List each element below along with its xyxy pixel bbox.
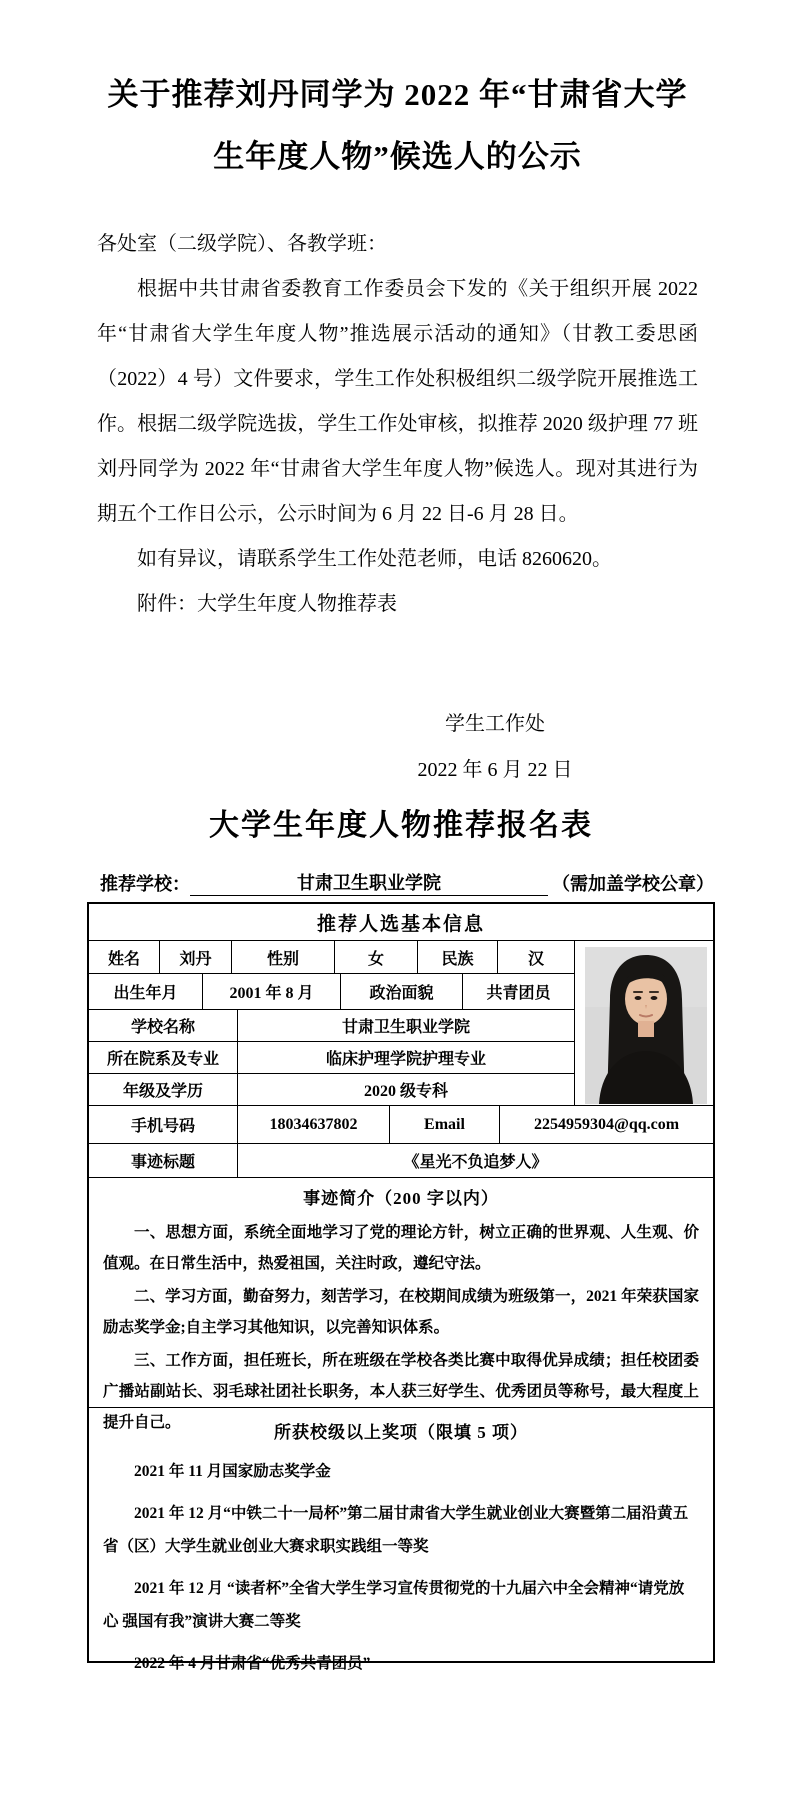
doc-body bbox=[97, 222, 698, 627]
email-value: 2254959304@qq.com bbox=[500, 1106, 713, 1144]
profile-section bbox=[89, 1178, 713, 1431]
birth-value: 2001 年 8 月 bbox=[203, 974, 341, 1010]
gender-label: 性别 bbox=[232, 941, 335, 974]
school-name: 甘肃卫生职业学院 bbox=[190, 871, 548, 896]
awards-header: 所获校级以上奖项（限填 5 项） bbox=[274, 1423, 528, 1442]
school-line bbox=[87, 871, 715, 896]
political-value: 共青团员 bbox=[463, 974, 575, 1010]
name-label: 姓名 bbox=[89, 941, 160, 974]
school-name-label: 学校名称 bbox=[89, 1010, 238, 1042]
announcement-section bbox=[0, 0, 793, 793]
table-row-contact bbox=[89, 1106, 713, 1144]
political-label: 政治面貌 bbox=[341, 974, 463, 1010]
dept-label: 所在院系及专业 bbox=[89, 1042, 238, 1074]
body-paragraph-2: 如有异议，请联系学生工作处范老师，电话 8260620。 bbox=[137, 548, 612, 570]
name-value: 刘丹 bbox=[160, 941, 232, 974]
applicant-photo bbox=[585, 947, 707, 1104]
profile-paragraph: 二、学习方面，勤奋努力，刻苦学习，在校期间成绩为班级第一，2021 年荣获国家励志奖学金;自主学习其他知识，以完善知识体系。 bbox=[103, 1288, 699, 1336]
award-item: 2021 年 12 月 “读者杯”全省大学生学习宣传贯彻党的十九届六中全会精神“请党放心 强国有我”演讲大赛二等奖 bbox=[103, 1580, 685, 1630]
basic-info-header: 推荐人选基本信息 bbox=[89, 904, 713, 941]
phone-label: 手机号码 bbox=[89, 1106, 238, 1144]
ethnicity-value: 汉 bbox=[498, 941, 575, 974]
email-label: Email bbox=[390, 1106, 500, 1144]
profile-paragraph: 一、思想方面，系统全面地学习了党的理论方针，树立正确的世界观、人生观、价值观。在日常生活中，热爱祖国，关注时政，遵纪守法。 bbox=[103, 1224, 699, 1272]
table-header-row bbox=[89, 904, 713, 941]
doc-title-line2: 生年度人物”候选人的公示 bbox=[213, 139, 582, 174]
award-item: 2021 年 11 月国家励志奖学金 bbox=[134, 1463, 331, 1480]
school-label: 推荐学校： bbox=[100, 874, 190, 894]
signature-name: 学生工作处 bbox=[445, 713, 545, 735]
signature-date: 2022 年 6 月 22 日 bbox=[417, 759, 573, 781]
dept-value: 临床护理学院护理专业 bbox=[238, 1042, 575, 1074]
attachment-line: 附件：大学生年度人物推荐表 bbox=[137, 593, 397, 615]
profile-paragraph: 三、工作方面，担任班长，所在班级在学校各类比赛中取得优异成绩；担任校团委广播站副站长、羽毛球社团社长职务，本人获三好学生、优秀团员等称号，最大程度上提升自己。 bbox=[103, 1352, 699, 1431]
awards-section bbox=[89, 1408, 713, 1672]
doc-title bbox=[97, 64, 698, 188]
story-title-value: 《星光不负追梦人》 bbox=[238, 1144, 713, 1178]
form-title: 大学生年度人物推荐报名表 bbox=[209, 809, 593, 842]
body-paragraph-1: 根据中共甘肃省委教育工作委员会下发的《关于组织开展 2022 年“甘肃省大学生年度人物”推选展示活动的通知》（甘教工委思函（2022）4 号）文件要求，学生工作处积极组织二级学院开展推选工作。根据二级学院选拔，学生工作处审核，拟推荐 2020 级护理 77 班刘丹同学为 2022 年“甘肃省大学生年度人物”候选人。现对其进行为期五个工作日公示，公示时间为 6 月 22 日-6 月 28 日。 bbox=[97, 278, 698, 525]
signature-block bbox=[370, 701, 620, 793]
ethnicity-label: 民族 bbox=[418, 941, 498, 974]
award-item: 2022 年 4 月甘肃省“优秀共青团员” bbox=[134, 1655, 371, 1672]
grade-value: 2020 级专科 bbox=[238, 1074, 575, 1106]
recommendation-table bbox=[87, 902, 715, 1672]
seal-note: （需加盖学校公章） bbox=[552, 874, 714, 894]
form-section bbox=[0, 793, 793, 1672]
grade-label: 年级及学历 bbox=[89, 1074, 238, 1106]
gender-value: 女 bbox=[335, 941, 418, 974]
salutation: 各处室（二级学院）、各教学班： bbox=[97, 233, 387, 255]
award-item: 2021 年 12 月“中铁二十一局杯”第二届甘肃省大学生就业创业大赛暨第二届沿黄五省（区）大学生就业创业大赛求职实践组一等奖 bbox=[103, 1505, 689, 1555]
doc-title-line1: 关于推荐刘丹同学为 2022 年“甘肃省大学 bbox=[107, 77, 688, 112]
phone-value: 18034637802 bbox=[238, 1106, 390, 1144]
school-name-value: 甘肃卫生职业学院 bbox=[238, 1010, 575, 1042]
story-title-label: 事迹标题 bbox=[89, 1144, 238, 1178]
table-row-story bbox=[89, 1144, 713, 1178]
birth-label: 出生年月 bbox=[89, 974, 203, 1010]
profile-header: 事迹简介（200 字以内） bbox=[303, 1189, 499, 1208]
